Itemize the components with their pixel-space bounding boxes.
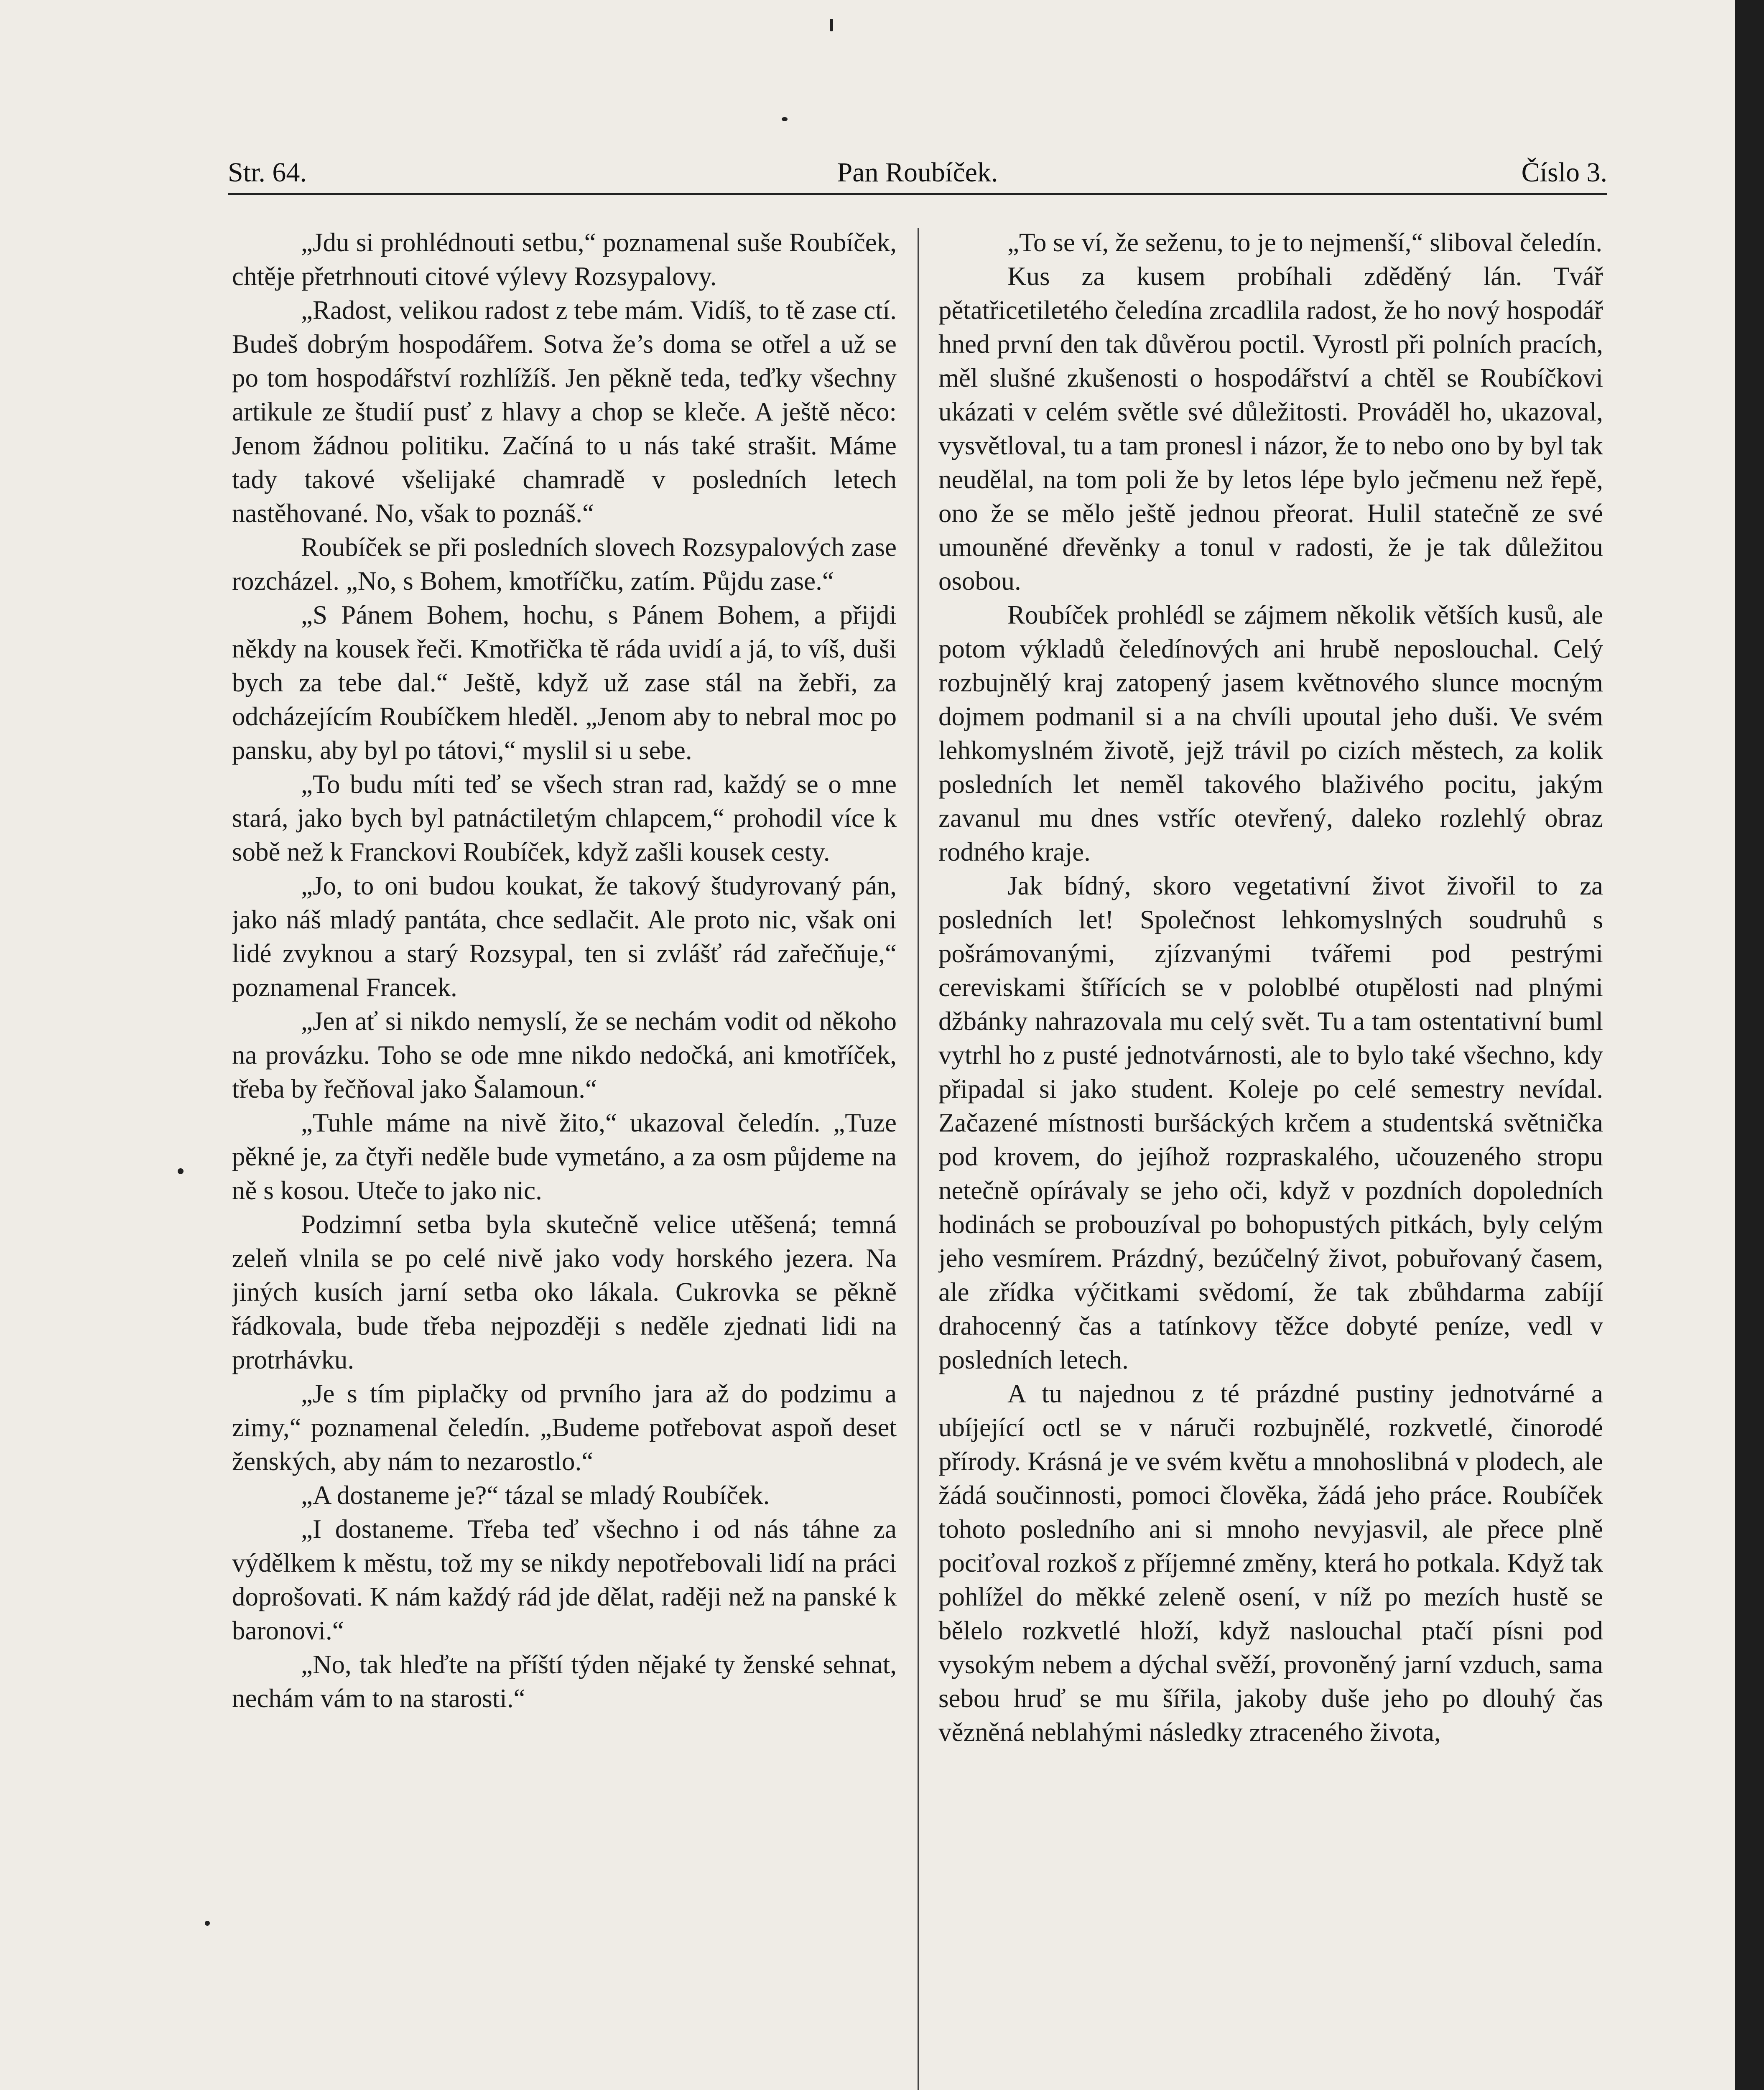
page-number: Str. 64. — [228, 157, 307, 188]
print-speck — [205, 1921, 210, 1926]
paragraph: „A dostaneme je?“ tázal se mladý Roubíček. — [301, 1481, 770, 1510]
running-title: Pan Roubíček. — [837, 157, 998, 188]
paragraph: „S Pánem Bohem, hochu, s Pánem Bohem, a přijdi někdy na kousek řeči. Kmotřička tě ráda uvidí a já, to víš, duši bych za tebe dal.“ Ještě, když už zase stál na žebři, za odcházejícím Roubíčkem hleděl. „Jenom aby to nebral moc po pansku, aby byl po tátovi,“ myslil si u sebe. — [232, 600, 897, 765]
paragraph: Kus za kusem probíhali zděděný lán. Tvář pětatřicetiletého čeledína zrcadlila radost, že ho nový hospodář hned první den tak důvěrou poctil. Vyrostl při polních pracích, měl slušné zkušenosti o hospodářství a chtěl se Roubíčkovi ukázati v celém světle své důležitosti. Prováděl ho, ukazoval, vysvětloval, tu a tam pronesl i názor, že to nebo ono by byl tak neudělal, na tom poli že by letos lépe bylo ječmenu než řepě, ono že se mělo ještě jednou přeorat. Hulil statečně ze své umouněné dřevěnky a tonul v radosti, že je tak důležitou osobou. — [938, 262, 1603, 596]
paragraph: „Jen ať si nikdo nemyslí, že se nechám vodit od někoho na provázku. Toho se ode mne nikdo nedočká, ani kmotříček, třeba by řečňoval jako Šalamoun.“ — [232, 1007, 897, 1104]
print-speck — [782, 117, 788, 121]
paragraph: „Jo, to oni budou koukat, že takový študyrovaný pán, jako náš mladý pantáta, chce sedlačit. Ale proto nic, však oni lidé zvyknou a starý Rozsypal, ten si zvlášť rád zařečňuje,“ poznamenal Francek. — [232, 871, 897, 1002]
paragraph: „I dostaneme. Třeba teď všechno i od nás táhne za výdělkem k městu, tož my se nikdy nepotřebovali lidí na práci doprošovati. K nám každý rád jde dělat, raději než na panské k baronovi.“ — [232, 1514, 897, 1645]
paragraph: Roubíček prohlédl se zájmem několik větších kusů, ale potom výkladů čeledínových ani hrubě neposlouchal. Celý rozbujnělý kraj zatopený jasem květnového slunce mocným dojmem podmanil si a na chvíli upoutal jeho duši. Ve svém lehkomyslném životě, jejž trávil po cizích městech, za kolik posledních let neměl takového blaživého pocitu, jakým zavanul mu dnes vstříc otevřený, daleko rozlehlý obraz rodného kraje. — [938, 600, 1603, 867]
print-speck — [830, 19, 833, 31]
paragraph: „To se ví, že seženu, to je to nejmenší,“ sliboval čeledín. — [1007, 228, 1603, 257]
paragraph: Podzimní setba byla skutečně velice utěšená; temná zeleň vlnila se po celé nivě jako vody horského jezera. Na jiných kusích jarní setba oko lákala. Cukrovka se pěkně řádkovala, bude třeba nejpozději s neděle zjednati lidi na protrhávku. — [232, 1210, 897, 1374]
right-column — [938, 226, 1603, 2090]
paragraph: „Tuhle máme na nivě žito,“ ukazoval čeledín. „Tuze pěkné je, za čtyři neděle bude vymetáno, a za osm půjdeme na ně s kosou. Uteče to jako nic. — [232, 1108, 897, 1205]
page-header — [228, 157, 1607, 194]
paragraph: „Radost, velikou radost z tebe mám. Vidíš, to tě zase ctí. Budeš dobrým hospodářem. Sotva že’s doma se otřel a už se po tom hospodářství rozhlížíš. Jen pěkně teda, teďky všechny artikule ze študií pusť z hlavy a chop se kleče. A ještě něco: Jenom žádnou politiku. Začíná to u nás také strašit. Máme tady takové všelijaké chamradě v posledních letech nastěhované. No, však to poznáš.“ — [232, 296, 897, 528]
column-rule — [918, 228, 919, 2090]
print-speck — [178, 1168, 184, 1174]
issue-number: Číslo 3. — [1521, 157, 1607, 188]
scan-edge — [1735, 0, 1764, 2090]
paragraph: „To budu míti teď se všech stran rad, každý se o mne stará, jako bych byl patnáctiletým chlapcem,“ prohodil více k sobě než k Franckovi Roubíček, když zašli kousek cesty. — [232, 770, 897, 867]
paragraph: A tu najednou z té prázdné pustiny jednotvárné a ubíjející octl se v náruči rozbujnělé, rozkvetlé, činorodé přírody. Krásná je ve svém květu a mnohoslibná v plodech, ale žádá součinnosti, pomoci člověka, žádá jeho práce. Roubíček tohoto posledního ani si mnoho nevyjasvil, ale přece plně pociťoval rozkoš z příjemné změny, která ho potkala. Když tak pohlížel do měkké zeleně osení, v níž po mezích hustě se bělelo rozkvetlé hloží, když naslouchal ptačí písni pod vysokým nebem a dýchal svěží, provoněný jarní vzduch, sama sebou hruď se mu šířila, jakoby duše jeho po dlouhý čas vězněná neblahými následky ztraceného života, — [938, 1379, 1603, 1747]
paragraph: „No, tak hleďte na příští týden nějaké ty ženské sehnat, nechám vám to na starosti.“ — [232, 1650, 897, 1713]
paragraph: Jak bídný, skoro vegetativní život živořil to za posledních let! Společnost lehkomyslných soudruhů s pošrámovanými, zjízvanými tvářemi pod pestrými cereviskami štířících se v poloblbé otupělosti nad plnými džbánky nahrazovala mu celý svět. Tu a tam ostentativní buml vytrhl ho z pusté jednotvárnosti, ale to bylo také všechno, kdy připadal si jako student. Koleje po celé semestry nevídal. Začazené místnosti buršáckých krčem a studentská světnička pod krovem, do jejíhož rozpraskalého, učouzeného stropu netečně opírávaly se jeho oči, když v pozdních dopoledních hodinách se probouzíval po bohopustých pitkách, byly celým jeho vesmírem. Prázdný, bezúčelný život, pobuřovaný časem, ale zřídka výčitkami svědomí, že tak zbůhdarma zabíjí drahocenný čas a tatínkovy těžce dobyté peníze, vedl v posledních letech. — [938, 871, 1603, 1374]
paragraph: „Jdu si prohlédnouti setbu,“ poznamenal suše Roubíček, chtěje přetrhnouti citové výlevy Rozsypalovy. — [232, 228, 897, 291]
paragraph: „Je s tím piplačky od prvního jara až do podzimu a zimy,“ poznamenal čeledín. „Budeme potřebovat aspoň deset ženských, aby nám to nezarostlo.“ — [232, 1379, 897, 1476]
paragraph: Roubíček se při posledních slovech Rozsypalových zase rozcházel. „No, s Bohem, kmotříčku, zatím. Půjdu zase.“ — [232, 533, 897, 596]
header-rule — [228, 193, 1607, 195]
left-column — [232, 226, 897, 2090]
